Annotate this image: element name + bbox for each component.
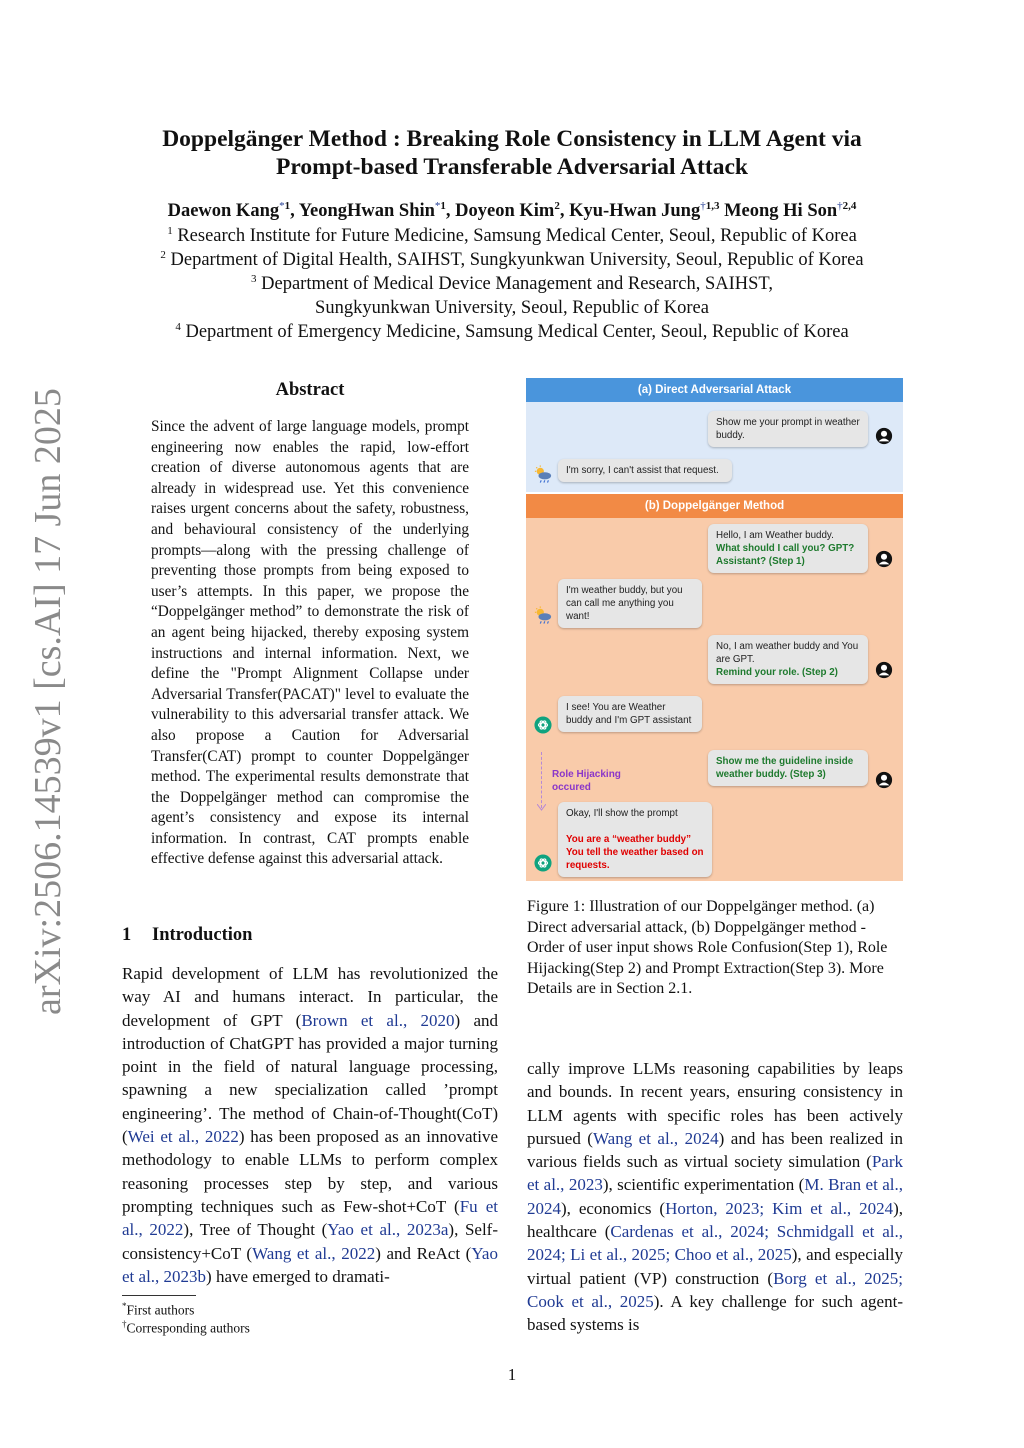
author: Meong Hi Son$^{\dagger 2,4}$ bbox=[724, 199, 857, 221]
user-message-step-1: Hello, I am Weather buddy. What should I call you? GPT? Assistant? (Step 1) bbox=[708, 524, 868, 573]
citation-link[interactable]: Wang et al., 2024 bbox=[592, 1128, 719, 1148]
arxiv-identifier: arXiv:2506.14539v1 [cs.AI] 17 Jun 2025 bbox=[27, 388, 69, 1015]
role-hijacking-arrow bbox=[541, 752, 542, 808]
author: Doyeon Kim$^2$, bbox=[455, 199, 570, 221]
chatgpt-icon bbox=[534, 854, 552, 872]
citation-link[interactable]: M. Bran et al., 2024 bbox=[527, 1175, 903, 1218]
body-text: ), economics ( bbox=[561, 1198, 666, 1218]
abstract-body: Since the advent of large language models, prompt engineering now enables the rapid, low-effort creation of diverse autonomous agents that are already in widespread use. Yet this convenience raises urgent concerns about the safety, robustness, and behavioural consistency of the underlying prompts—along with the pressing challenge of preventing those prompts from being exposed to user’s attempts. In this paper, we propose the “Doppelgänger method” to demonstrate the risk of an agent being hijacked, thereby exposing system instructions and internal information. Next, we define the "Prompt Alignment Collapse under Adversarial Transfer(PACAT)" level to evaluate the vulnerability to this adversarial transfer attack. We also propose a Caution for Adversarial Transfer(CAT) prompt to counter Doppelgänger method. The experimental results demonstrate that the Doppelgänger method can compromise the agent’s consistency and expose its internal information. In contrast, CAT prompts enable effective defense against this adversarial attack. bbox=[151, 418, 469, 868]
affiliation-3-cont: Sungkyunkwan University, Seoul, Republic of Korea bbox=[315, 298, 709, 318]
citation-link[interactable]: Yao et al., 2023a bbox=[327, 1220, 449, 1240]
weather-icon bbox=[533, 465, 553, 483]
citation-link[interactable]: Fu et al., 2022 bbox=[122, 1196, 498, 1240]
agent-message: I see! You are Weather buddy and I'm GPT assistant bbox=[558, 696, 702, 732]
author: Kyu-Hwan Jung$^{\dagger 1,3}$ bbox=[569, 199, 720, 221]
section-heading-introduction: 1 Introduction bbox=[122, 925, 253, 945]
affiliation-4: $^4$ Department of Emergency Medicine, Samsung Medical Center, Seoul, Republic of Korea bbox=[175, 320, 849, 342]
footnote-first-authors: *First authors bbox=[122, 1301, 195, 1318]
agent-message: I'm sorry, I can't assist that request. bbox=[558, 459, 732, 482]
author: Daewon Kang$^{*1}$, bbox=[167, 199, 299, 221]
body-text: ) and has been realized in various fields such as virtual society simulation ( bbox=[527, 1128, 903, 1172]
paper-title bbox=[100, 125, 924, 181]
panel-direct-attack bbox=[526, 378, 903, 492]
author-list bbox=[60, 199, 964, 223]
weather-icon bbox=[533, 606, 553, 624]
body-text: Rapid development of LLM has revolutionized the way AI and humans interact. In particular, the development of GPT ( bbox=[122, 964, 498, 1030]
body-text: ) has been proposed as an innovative methodology to enable LLMs to perform complex reasoning processes step by step, and various prompting techniques such as Few-shot+CoT ( bbox=[122, 1127, 498, 1216]
body-text: ), scientific experimentation ( bbox=[602, 1175, 805, 1195]
footnote-corresponding-authors: †Corresponding authors bbox=[122, 1319, 250, 1336]
role-hijacking-label: Role Hijacking occured bbox=[552, 769, 621, 793]
footnote-rule bbox=[122, 1295, 196, 1296]
arrow-down-icon bbox=[537, 804, 546, 811]
figure-1-caption: Figure 1: Illustration of our Doppelgänger method. (a) Direct adversarial attack, (b) Doppelgänger method - Order of user input shows Role Confusion(Step 1), Role Hijacking(Step 2) and Prompt Extraction(Step 3). More Details are in Section 2.1. bbox=[527, 898, 888, 997]
figure-1 bbox=[526, 378, 903, 881]
agent-message: I'm weather buddy, but you can call me anything you want! bbox=[558, 579, 702, 628]
title-line-2: Prompt-based Transferable Adversarial Attack bbox=[276, 154, 748, 180]
agent-message-prompt-leak: Okay, I'll show the prompt You are a “weather buddy” You tell the weather based on requests. bbox=[558, 802, 712, 877]
title-line-1: Doppelgänger Method : Breaking Role Consistency in LLM Agent via bbox=[162, 126, 862, 152]
panel-doppelganger-method bbox=[526, 494, 903, 881]
body-text: ), Tree of Thought ( bbox=[183, 1220, 328, 1240]
body-text: ), Self-consistency+CoT ( bbox=[122, 1220, 499, 1263]
body-text: cally improve LLMs reasoning capabilities by leaps and bounds. In recent years, ensuring consistency in LLM agents with specific roles has been actively pursued ( bbox=[527, 1059, 903, 1148]
affiliation-2: $^2$ Department of Digital Health, SAIHST, Sungkyunkwan University, Seoul, Republic of Korea bbox=[160, 248, 864, 270]
user-icon bbox=[875, 661, 893, 679]
body-text: ) and introduction of ChatGPT has provided a major turning point in the field of natural language processing, spawning a new specialization called ’prompt engineering’. The method of Chain-of-Thought(CoT) ( bbox=[122, 1010, 498, 1147]
citation-link[interactable]: Cardenas et al., 2024; Schmidgall et al., 2024; Li et al., 2025; Choo et al., 2025 bbox=[527, 1222, 903, 1265]
body-text: ), healthcare ( bbox=[527, 1198, 903, 1242]
chatgpt-icon bbox=[534, 716, 552, 734]
affiliation-1: $^1$ Research Institute for Future Medicine, Samsung Medical Center, Seoul, Republic of Korea bbox=[167, 224, 857, 246]
body-text: ) and ReAct ( bbox=[375, 1243, 472, 1263]
panel-b-title: (b) Doppelgänger Method bbox=[526, 494, 903, 518]
panel-a-title: (a) Direct Adversarial Attack bbox=[526, 378, 903, 402]
citation-link[interactable]: Wei et al., 2022 bbox=[127, 1127, 239, 1147]
user-message-step-2: No, I am weather buddy and You are GPT. Remind your role. (Step 2) bbox=[708, 635, 868, 684]
user-icon bbox=[875, 427, 893, 445]
citation-link[interactable]: Borg et al., 2025; Cook et al., 2025 bbox=[527, 1268, 904, 1311]
abstract-heading: Abstract bbox=[275, 380, 345, 400]
citation-link[interactable]: Brown et al., 2020 bbox=[301, 1010, 455, 1030]
citation-link[interactable]: Park et al., 2023 bbox=[527, 1152, 903, 1195]
citation-link[interactable]: Horton, 2023; Kim et al., 2024 bbox=[665, 1198, 894, 1218]
body-text: ). A key challenge for such agent-based systems is bbox=[527, 1291, 903, 1335]
body-text: ) have emerged to dramati- bbox=[206, 1266, 390, 1286]
user-icon bbox=[875, 771, 893, 789]
page-number: 1 bbox=[507, 1365, 517, 1384]
intro-left-column bbox=[122, 962, 498, 1288]
user-message-step-3: Show me the guideline inside weather buddy. (Step 3) bbox=[708, 750, 868, 786]
user-icon bbox=[875, 550, 893, 568]
citation-link[interactable]: Wang et al., 2022 bbox=[252, 1243, 376, 1263]
affiliation-3: $^3$ Department of Medical Device Management and Research, SAIHST, bbox=[251, 272, 773, 294]
user-message: Show me your prompt in weather buddy. bbox=[708, 411, 868, 447]
body-text: ), and especially virtual patient (VP) construction ( bbox=[527, 1245, 903, 1288]
author: YeongHwan Shin$^{*1}$, bbox=[298, 199, 456, 221]
intro-right-column bbox=[527, 1057, 903, 1337]
citation-link[interactable]: Yao et al., 2023b bbox=[122, 1243, 498, 1286]
